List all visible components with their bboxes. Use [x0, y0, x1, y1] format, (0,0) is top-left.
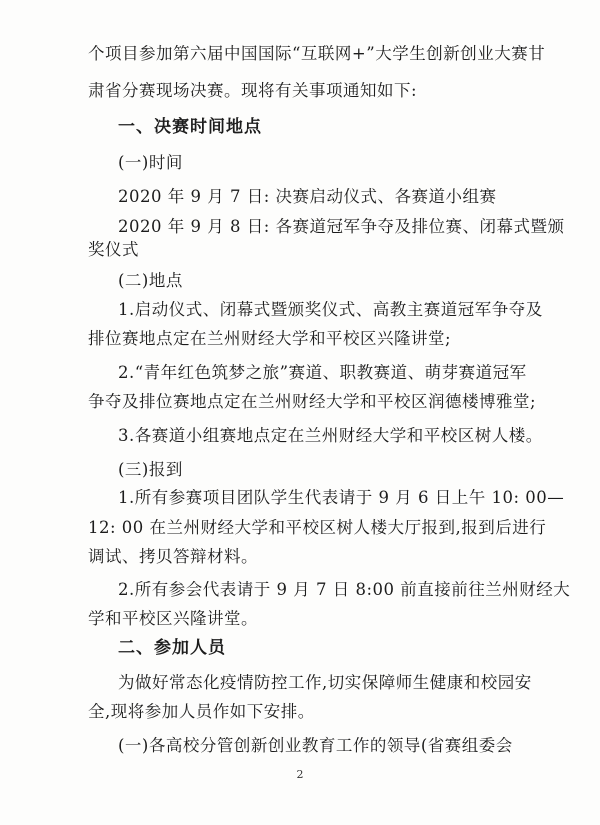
text-line: 排位赛地点定在兰州财经大学和平校区兴隆讲堂; [88, 329, 452, 348]
text-line: 学和平校区兴隆讲堂。 [88, 609, 258, 628]
text-line: (一)各高校分管创新创业教育工作的领导(省赛组委会 [118, 736, 513, 755]
text-line: 奖仪式 [88, 240, 139, 259]
text-line: 1.启动仪式、闭幕式暨颁奖仪式、高教主赛道冠军争夺及 [118, 300, 543, 319]
subsection-heading: (一)时间 [118, 153, 183, 172]
text-line: 肃省分赛现场决赛。现将有关事项通知如下: [88, 81, 418, 100]
text-line: 2020 年 9 月 8 日: 各赛道冠军争夺及排位赛、闭幕式暨颁 [118, 217, 565, 236]
subsection-heading: (三)报到 [118, 460, 183, 479]
section-heading: 一、决赛时间地点 [118, 117, 262, 137]
text-line: 调试、拷贝答辩材料。 [88, 547, 258, 566]
text-line: 全,现将参加人员作如下安排。 [88, 702, 315, 721]
text-line: 2.“青年红色筑梦之旅”赛道、职教赛道、萌芽赛道冠军 [118, 363, 527, 382]
text-line: 3.各赛道小组赛地点定在兰州财经大学和平校区树人楼。 [118, 426, 543, 445]
text-line: 个项目参加第六届中国国际“互联网+”大学生创新创业大赛甘 [88, 44, 546, 63]
text-line: 12: 00 在兰州财经大学和平校区树人楼大厅报到,报到后进行 [88, 518, 547, 537]
text-line: 2020 年 9 月 7 日: 决赛启动仪式、各赛道小组赛 [118, 187, 497, 206]
page-number: 2 [296, 768, 304, 781]
text-line: 2.所有参会代表请于 9 月 7 日 8:00 前直接前往兰州财经大 [118, 580, 571, 599]
text-line: 争夺及排位赛地点定在兰州财经大学和平校区润德楼博雅堂; [88, 392, 537, 411]
section-heading: 二、参加人员 [118, 638, 226, 658]
text-line: 为做好常态化疫情防控工作,切实保障师生健康和校园安 [118, 673, 532, 692]
text-line: 1.所有参赛项目团队学生代表请于 9 月 6 日上午 10: 00— [118, 488, 565, 507]
subsection-heading: (二)地点 [118, 271, 183, 290]
